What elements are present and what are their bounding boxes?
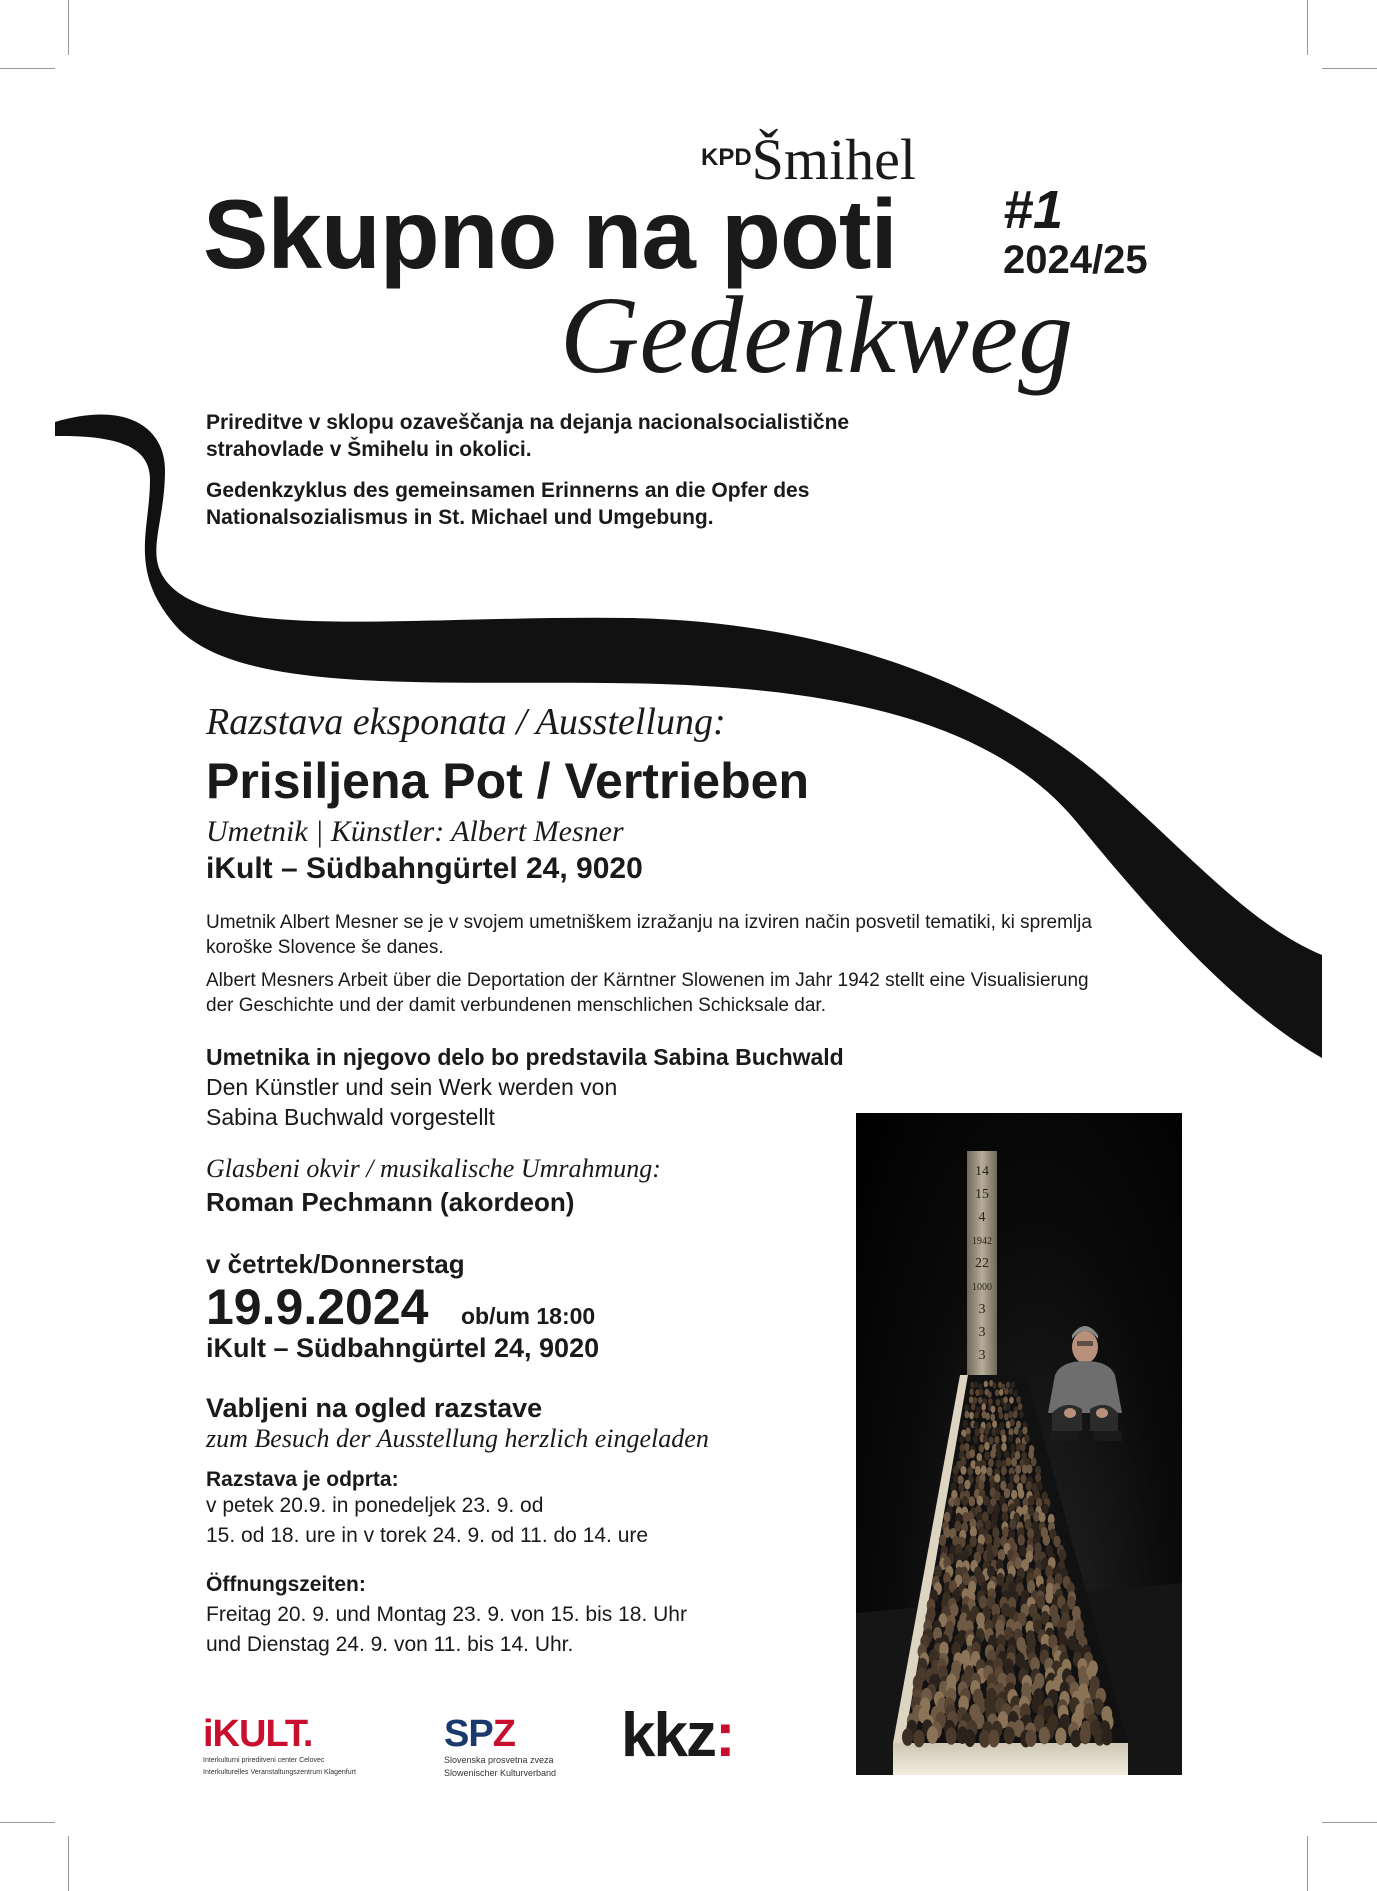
spz-logo-mark-z: Z [492,1713,515,1755]
figurine [984,1451,990,1460]
figurine [962,1496,969,1506]
figurine [961,1457,967,1466]
exhibition-venue: iKult – Südbahngürtel 24, 9020 [206,852,643,885]
figurine [1055,1728,1066,1746]
figurine [1018,1430,1023,1438]
presentation-block [206,1042,844,1132]
event-venue: iKult – Südbahngürtel 24, 9020 [206,1333,600,1363]
figurine [1018,1535,1025,1546]
figurine [970,1382,974,1389]
figurine [954,1497,961,1507]
intro-slovene: Prireditve v sklopu ozaveščanja na dejanja nacionalsocialistične strahovlade v Šmihelu in okolici. [206,411,850,461]
invitation-german: zum Besuch der Ausstellung herzlich eingeladen [206,1424,709,1453]
crop-mark [1322,1822,1377,1823]
figurine [1022,1427,1027,1435]
figurine [961,1549,969,1561]
figurine [1059,1549,1067,1561]
figurine [1006,1457,1012,1466]
presentation-german-line1: Den Künstler und sein Werk werden von [206,1074,618,1100]
figurine [974,1411,979,1419]
figurine [1003,1396,1008,1403]
invitation-slovene: Vabljeni na ogled razstave [206,1393,543,1423]
figurine [1008,1411,1013,1419]
artwork-photo-illustration [856,1113,1182,1775]
spz-logo-subtitle: Slovenska prosvetna zveza [444,1755,554,1765]
figurine [974,1422,979,1430]
poster-subtitle: Gedenkweg [560,274,1074,396]
figurine [1008,1435,1013,1443]
figurine [987,1504,994,1515]
seated-artist-figure [1048,1326,1122,1441]
figurine [999,1422,1004,1430]
figurine [989,1437,994,1445]
figurine [1018,1489,1024,1499]
figurine [961,1466,967,1475]
hours-german-heading: Öffnungszeiten: [206,1573,366,1596]
figurine [988,1458,994,1467]
figurine [1004,1488,1010,1498]
kkz-logo-mark: kkz [621,1701,715,1770]
spz-logo-mark-sp: SP [444,1713,493,1755]
figurine [984,1381,988,1388]
figurine [1001,1435,1006,1443]
kkz-logo [621,1701,734,1770]
figurine [963,1420,968,1428]
figurine [983,1496,990,1506]
figurine [992,1382,996,1389]
presentation-german-line2: Sabina Buchwald vorgestellt [206,1104,495,1130]
figurine [981,1465,987,1474]
figurine [927,1726,938,1744]
edition-number: #1 [1003,180,1064,240]
figurine [1080,1727,1091,1745]
figurine [1070,1730,1081,1748]
hours-slovene-heading: Razstava je odprta: [206,1468,399,1491]
figurine [1010,1443,1015,1452]
poster-title: Skupno na poti [203,179,897,289]
figurine [1006,1382,1010,1389]
figurine [939,1535,946,1546]
column-number: 1942 [972,1236,992,1247]
figurine [1015,1465,1021,1474]
figurine [967,1467,973,1476]
figurine [1004,1388,1008,1395]
hours-german-text [206,1600,687,1660]
figurine [953,1466,959,1475]
plinth-front [893,1743,1128,1775]
figurine [1020,1443,1025,1452]
figurine [1008,1388,1012,1395]
figurine [1043,1534,1050,1545]
hours-slovene-line: v petek 20.9. in ponedeljek 23. 9. od [206,1494,544,1517]
exhibition-title: Prisiljena Pot / Vertrieben [206,753,810,809]
organizer-name: Šmihel [751,127,917,192]
figurine [996,1399,1001,1406]
figurine [946,1727,957,1745]
figurine [971,1403,976,1410]
artwork-photo [856,1113,1182,1775]
ikult-logo-subtitle: Interkulturni prireditveni center Celovec [203,1757,325,1764]
presentation-slovene: Umetnika in njegovo delo bo predstavila Sabina Buchwald [206,1044,844,1070]
event-day: v četrtek/Donnerstag [206,1249,465,1279]
figurine [977,1496,984,1506]
figurine [990,1414,995,1422]
figurine [1009,1397,1014,1404]
figurine [1004,1413,1009,1421]
column-number: 22 [975,1256,989,1271]
figurine [913,1730,924,1748]
hours-german-line: Freitag 20. 9. und Montag 23. 9. von 15. bis 18. Uhr [206,1603,687,1626]
figurine [990,1450,996,1459]
column-number: 3 [978,1325,986,1340]
music-performer: Roman Pechmann (akordeon) [206,1187,575,1217]
figurine [966,1434,971,1442]
figurine [979,1444,984,1453]
event-time: ob/um 18:00 [461,1303,596,1329]
figurine [996,1573,1004,1586]
column-number: 14 [975,1164,989,1179]
figurine [978,1481,984,1491]
figurine [996,1459,1002,1468]
figurine [1101,1728,1112,1746]
figurine [964,1443,969,1452]
figurine [992,1527,999,1538]
ikult-logo-mark: iKULT. [203,1713,313,1755]
figurine [1019,1545,1026,1557]
crop-mark [0,1822,55,1823]
figurine [974,1382,978,1389]
figurine [1021,1474,1027,1484]
figurine [996,1450,1002,1459]
column-number: 1000 [972,1282,992,1293]
figurine [995,1427,1000,1435]
figurine [1014,1474,1020,1484]
music-label: Glasbeni okvir / musikalische Umrahmung: [206,1154,661,1183]
figurine [1018,1403,1023,1410]
figurine [1013,1411,1018,1419]
figurine [1037,1481,1043,1491]
figurine [973,1397,978,1404]
figurine [987,1391,991,1398]
figurine [1013,1390,1017,1397]
figurine [959,1435,964,1443]
figurine [1039,1512,1046,1523]
figurine [992,1420,997,1428]
hours-german-line: und Dienstag 24. 9. von 11. bis 14. Uhr. [206,1633,574,1656]
artist-line: Umetnik | Künstler: Albert Mesner [206,815,624,848]
figurine [1010,1419,1015,1427]
ikult-logo [203,1715,356,1777]
figurine [1019,1411,1024,1419]
figurine [1026,1481,1032,1491]
crop-mark [68,1836,69,1891]
description-german: Albert Mesners Arbeit über die Deportation der Kärntner Slowenen im Jahr 1942 stellt eine Visualisierung der Geschichte und der damit verbundenen menschlichen Schicksale dar. [206,970,1089,1016]
column-number: 4 [978,1210,986,1225]
figurine [970,1449,976,1458]
hours-slovene-line: 15. od 18. ure in v torek 24. 9. od 11. do 14. ure [206,1524,649,1547]
column-number: 3 [978,1348,986,1363]
figurine [1031,1457,1037,1466]
figurine [1039,1727,1050,1745]
figurine [984,1427,989,1435]
figurine [979,1389,983,1396]
figurine [1011,1458,1017,1467]
spz-logo [444,1715,556,1779]
figurine [1002,1511,1009,1522]
figurine [985,1412,990,1420]
figurine [1004,1727,1015,1745]
figurine [969,1396,974,1403]
figurine [1033,1511,1040,1522]
figurine [991,1406,996,1413]
figurine [902,1728,913,1746]
figurine [1024,1434,1029,1442]
figurine [973,1435,978,1443]
column-number: 15 [975,1187,989,1202]
figurine [969,1412,974,1420]
figurine [1015,1557,1023,1569]
figurine [1016,1396,1021,1403]
figurine [988,1730,999,1748]
spz-logo-mark [444,1715,556,1753]
figurine [964,1480,970,1490]
figurine [978,1397,983,1404]
figurine [999,1389,1003,1396]
season-label: 2024/25 [1003,238,1148,282]
figurine [979,1427,984,1435]
figurine [1025,1729,1036,1747]
figurine [981,1403,986,1410]
crop-mark [1307,1836,1308,1891]
figurine [1045,1565,1053,1577]
organizer-prefix: KPD [701,144,752,171]
figurine [965,1411,970,1419]
figurine [984,1442,989,1451]
figurine [1001,1466,1007,1475]
figurine [1006,1403,1011,1410]
figurine [1009,1519,1016,1530]
figurine [1011,1381,1015,1388]
figurine [1035,1473,1041,1483]
event-date: 19.9.2024 [206,1279,429,1335]
figurine [969,1389,973,1396]
kkz-logo-dots: : [714,1701,734,1770]
figurine [999,1412,1004,1420]
figurine [978,1383,982,1390]
intro-german: Gedenkzyklus des gemeinsamen Erinnerns an die Opfer des Nationalsozialismus in St. Michael und Umgebung. [206,479,810,529]
description-slovene: Umetnik Albert Mesner se je v svojem umetniškem izražanju na izviren način posvetil tematiki, ki spremlja koroške Slovence še danes. [206,912,1092,958]
exhibition-label: Razstava eksponata / Ausstellung: [206,701,726,743]
figurine [975,1429,980,1437]
figurine [987,1467,993,1476]
figurine [975,1466,981,1475]
figurine [994,1436,999,1444]
figurine [964,1730,975,1748]
figurine [969,1496,976,1506]
figurine [1028,1496,1035,1506]
spz-logo-subtitle: Slowenischer Kulturverband [444,1768,557,1778]
figurine [1027,1464,1033,1473]
figurine [987,1566,995,1578]
figurine [964,1404,969,1411]
ikult-logo-subtitle: Interkulturelles Veranstaltungszentrum Klagenfurt [203,1769,356,1776]
column-number: 3 [978,1302,986,1317]
hours-slovene-text [206,1491,648,1551]
figurine [995,1389,999,1396]
figurine [944,1512,951,1523]
